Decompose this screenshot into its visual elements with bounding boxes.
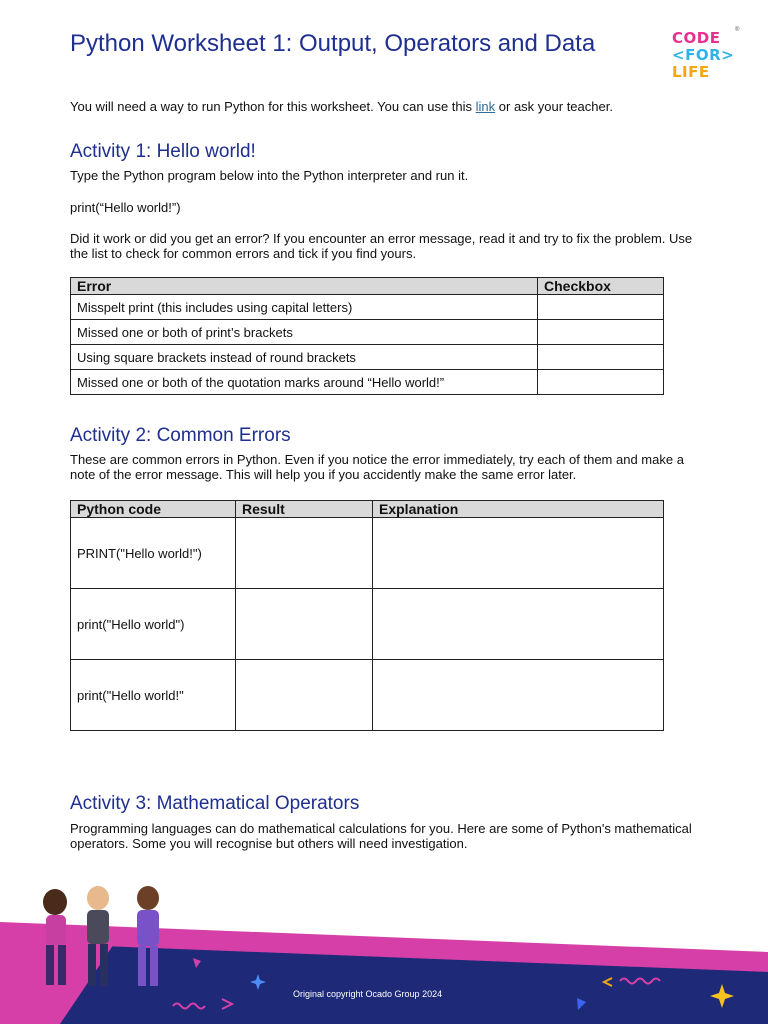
table-header-row — [71, 278, 664, 295]
logo-row-code: CODE — [672, 29, 721, 47]
activity1-code: print(“Hello world!”) — [70, 200, 181, 215]
table-row — [71, 518, 664, 589]
checkbox-cell[interactable] — [538, 295, 664, 320]
error-checklist-table — [70, 277, 664, 395]
code-cell: print("Hello world!" — [71, 660, 236, 731]
intro-after: or ask your teacher. — [495, 99, 613, 114]
error-cell: Misspelt print (this includes using capital letters) — [71, 295, 538, 320]
error-cell: Using square brackets instead of round brackets — [71, 345, 538, 370]
intro-text — [70, 99, 613, 114]
result-cell[interactable] — [236, 660, 373, 731]
code-cell: PRINT("Hello world!") — [71, 518, 236, 589]
checkbox-cell[interactable] — [538, 370, 664, 395]
footer-banner — [0, 860, 768, 1024]
table-row — [71, 295, 664, 320]
copyright-text: Original copyright Ocado Group 2024 — [293, 989, 443, 999]
col-header-checkbox: Checkbox — [538, 278, 664, 295]
registered-mark: ® — [735, 27, 740, 33]
cartoon-characters — [43, 886, 159, 986]
table-row — [71, 345, 664, 370]
table-row — [71, 320, 664, 345]
logo-row-life: LIFE — [672, 63, 710, 81]
explanation-cell[interactable] — [373, 518, 664, 589]
activity3-text: Programming languages can do mathematical calculations for you. Here are some of Python's mathematical operators. Some you will recognise but others will need investigation. — [70, 821, 692, 851]
activity2-text: These are common errors in Python. Even if you notice the error immediately, try each of them and make a note of the error message. This will help you if you accidently make the same error later. — [70, 452, 684, 482]
checkbox-cell[interactable] — [538, 345, 664, 370]
common-errors-table — [70, 500, 664, 731]
col-header-result: Result — [236, 501, 373, 518]
col-header-error: Error — [71, 278, 538, 295]
activity1-instruction: Type the Python program below into the Python interpreter and run it. — [70, 168, 469, 183]
checkbox-cell[interactable] — [538, 320, 664, 345]
page-title: Python Worksheet 1: Output, Operators and Data — [70, 30, 596, 57]
code-cell: print("Hello world") — [71, 589, 236, 660]
python-link[interactable]: link — [475, 99, 496, 114]
table-row — [71, 370, 664, 395]
activity3-heading: Activity 3: Mathematical Operators — [70, 793, 360, 814]
table-header-row — [71, 501, 664, 518]
explanation-cell[interactable] — [373, 660, 664, 731]
intro-before: You will need a way to run Python for this worksheet. You can use this — [70, 99, 476, 114]
error-cell: Missed one or both of the quotation marks around “Hello world!” — [71, 370, 538, 395]
col-header-python-code: Python code — [71, 501, 236, 518]
explanation-cell[interactable] — [373, 589, 664, 660]
error-cell: Missed one or both of print’s brackets — [71, 320, 538, 345]
activity1-heading: Activity 1: Hello world! — [70, 141, 256, 162]
col-header-explanation: Explanation — [373, 501, 664, 518]
activity2-heading: Activity 2: Common Errors — [70, 425, 291, 446]
result-cell[interactable] — [236, 518, 373, 589]
code-for-life-logo — [672, 27, 744, 84]
table-row — [71, 660, 664, 731]
activity1-question: Did it work or did you get an error? If you encounter an error message, read it and try to fix the problem. Use the list to check for common errors and tick if you find yours. — [70, 231, 693, 261]
logo-row-for: <FOR> — [672, 46, 735, 64]
table-row — [71, 589, 664, 660]
result-cell[interactable] — [236, 589, 373, 660]
